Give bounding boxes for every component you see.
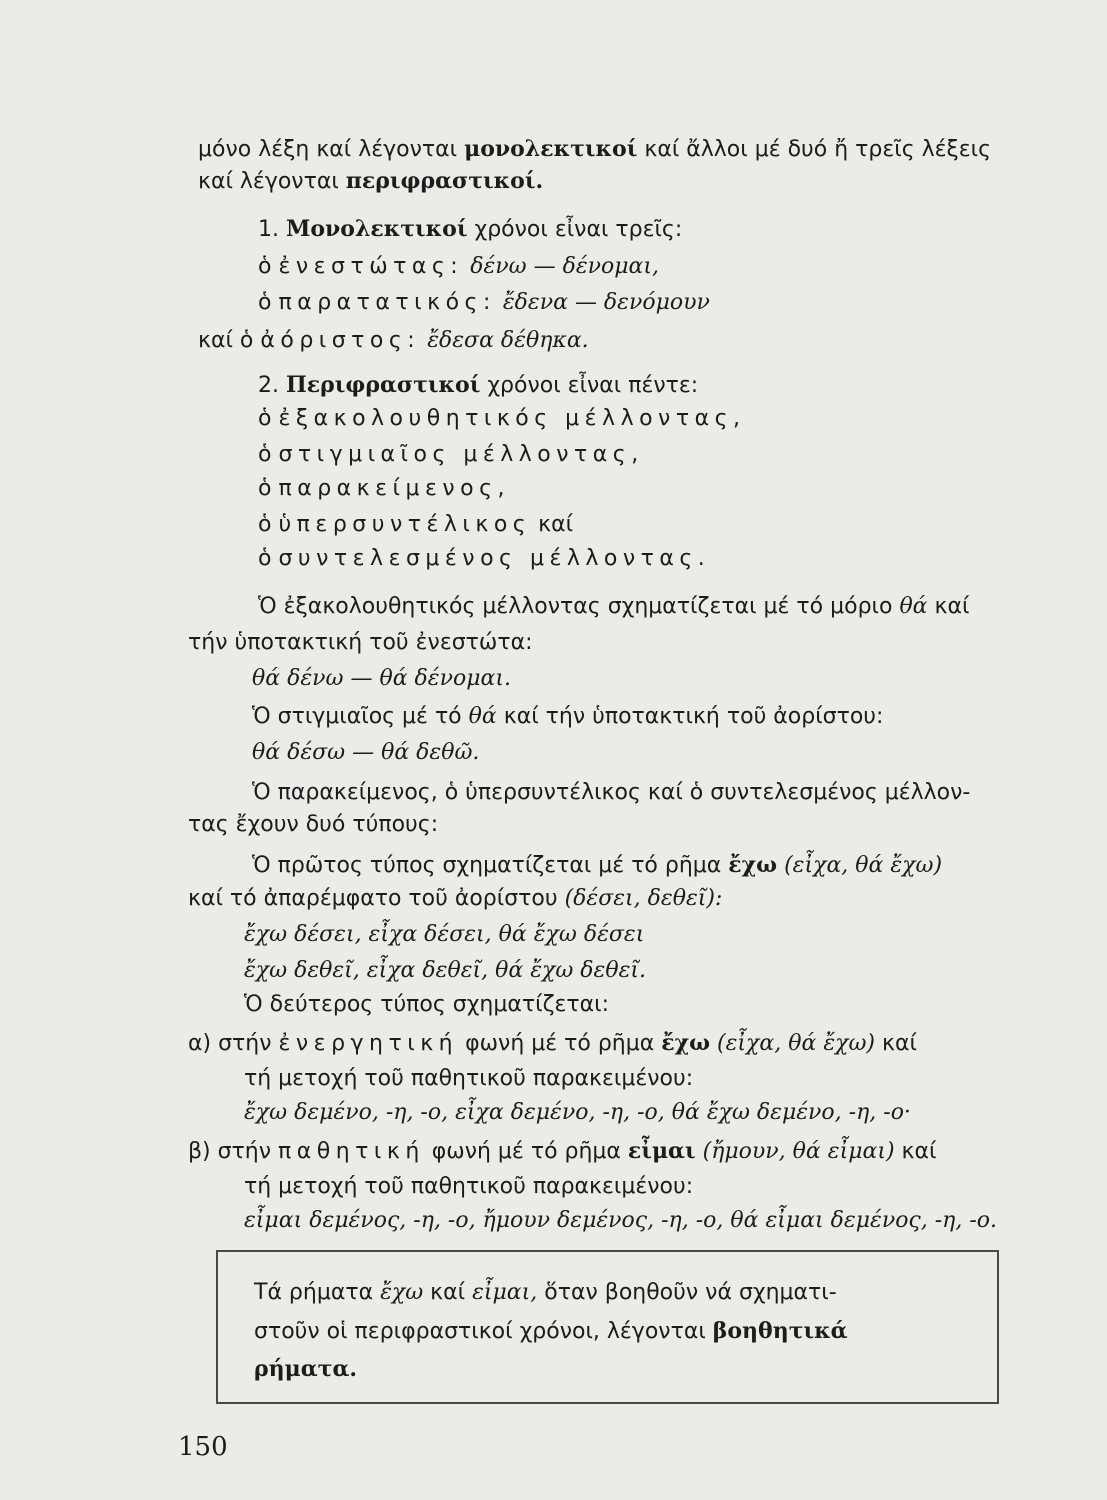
text-run: παρατατικός:	[278, 290, 496, 315]
text-line	[258, 510, 573, 540]
text-run: ἔχω	[380, 1280, 424, 1305]
text-run: ὁ	[258, 406, 279, 431]
text-run: Ὁ παρακείμενος, ὁ ὑπερσυντέλικος καί ὁ συντελεσμένος μέλλον-	[252, 780, 971, 805]
text-line	[188, 1028, 917, 1059]
text-run: ἔχω δεθεῖ, εἶχα δεθεῖ, θά ἔχω δεθεῖ.	[244, 958, 646, 983]
text-line	[188, 1136, 936, 1167]
text-run: θά δέσω — θά δεθῶ.	[252, 740, 480, 765]
text-run: (εἶχα, θά ἔχω)	[717, 1031, 875, 1056]
text-run: χρόνοι εἶναι τρεῖς:	[467, 217, 683, 242]
text-run	[710, 1031, 717, 1056]
text-line	[252, 664, 511, 694]
text-run: τή μετοχή τοῦ παθητικοῦ παρακειμένου:	[244, 1066, 694, 1091]
text-run: ἐνεστώτας:	[278, 254, 464, 279]
text-run: (εἶχα, θά ἔχω)	[784, 853, 943, 878]
text-run: στιγμιαῖος μέλλοντας,	[278, 442, 644, 467]
text-run: ὁ	[258, 476, 279, 501]
text-run: ἐνεργητική	[278, 1031, 459, 1056]
note-line	[254, 1274, 837, 1312]
text-line	[258, 404, 746, 434]
text-line	[258, 252, 659, 282]
text-line	[244, 1064, 693, 1094]
text-run: τή μετοχή τοῦ παθητικοῦ παρακειμένου:	[244, 1174, 694, 1199]
text-run: εἶμαι	[627, 1138, 696, 1164]
text-line	[244, 956, 646, 986]
text-line	[198, 134, 991, 165]
text-run: καί λέγονται	[198, 169, 346, 194]
text-run: ἔχω	[728, 852, 778, 878]
text-run	[696, 1139, 703, 1164]
text-run: εἶμαι,	[472, 1280, 538, 1305]
text-run: τας ἔχουν δυό τύπους:	[188, 812, 439, 837]
text-run: φωνή μέ τό ρῆμα	[424, 1139, 628, 1164]
text-line	[258, 214, 682, 245]
text-run: ἔχω	[661, 1030, 711, 1056]
text-run: καί	[531, 512, 574, 537]
text-run: ὅταν βοηθοῦν νά σχηματι-	[537, 1280, 837, 1305]
text-line	[258, 288, 710, 318]
text-run: 2.	[258, 373, 286, 398]
text-run: ὁ	[258, 546, 279, 571]
text-run: (ἤμουν, θά εἶμαι)	[702, 1139, 895, 1164]
text-run: βοηθητικά	[712, 1318, 848, 1344]
text-line	[244, 920, 644, 950]
text-line	[252, 702, 883, 732]
page-number: 150	[178, 1432, 228, 1462]
text-run: Ὁ πρῶτος τύπος σχηματίζεται μέ τό ρῆμα	[252, 853, 729, 878]
text-run: Μονολεκτικοί	[285, 216, 468, 242]
text-run: δένω — δένομαι,	[470, 254, 660, 279]
text-run: στοῦν οἱ περιφραστικοί χρόνοι, λέγονται	[254, 1319, 713, 1344]
text-line	[258, 544, 710, 574]
text-run: ἔχω δέσει, εἶχα δέσει, θά ἔχω δέσει	[244, 922, 645, 947]
text-run: καί	[423, 1280, 473, 1305]
text-run: συντελεσμένος μέλλοντας.	[278, 546, 711, 571]
text-run: ὑπερσυντέλικος	[278, 512, 532, 537]
text-run: περιφραστικοί.	[345, 168, 544, 194]
text-line	[258, 370, 698, 401]
text-line	[258, 592, 969, 622]
text-run: καί τό ἀπαρέμφατο τοῦ ἀορίστου	[188, 886, 565, 911]
text-run: μονολεκτικοί	[464, 136, 638, 162]
text-line	[198, 326, 589, 356]
text-run: Τά ρήματα	[254, 1280, 381, 1305]
text-run: ὁ	[258, 442, 279, 467]
text-line	[188, 810, 438, 840]
text-line	[244, 990, 609, 1020]
text-line	[258, 474, 510, 504]
text-run: φωνή μέ τό ρῆμα	[458, 1031, 662, 1056]
text-run: καί ὁ	[198, 328, 261, 353]
text-run: ὁ	[258, 290, 279, 315]
text-run: θά δένω — θά δένομαι.	[252, 666, 511, 691]
text-line	[244, 1206, 997, 1236]
text-line	[252, 778, 970, 808]
text-run: ἔχω δεμένο, -η, -ο, εἶχα δεμένο, -η, -ο, θά ἔχω δεμένο, -η, -ο·	[244, 1100, 911, 1125]
text-run: Ὁ στιγμιαῖος μέ τό	[252, 704, 469, 729]
text-line	[244, 1172, 693, 1202]
text-run: α) στήν	[188, 1031, 279, 1056]
text-run: 1.	[258, 217, 286, 242]
text-run: εἶμαι δεμένος, -η, -ο, ἤμουν δεμένος, -η, -ο, θά εἶμαι δεμένος, -η, -ο.	[244, 1208, 998, 1233]
rule-note-box	[216, 1250, 999, 1404]
text-line	[252, 850, 942, 881]
text-run: παρακείμενος,	[278, 476, 511, 501]
text-line	[188, 628, 532, 658]
text-run: καί	[875, 1031, 917, 1056]
text-run: ρήματα.	[254, 1356, 358, 1382]
text-run: καί τήν ὑποτακτική τοῦ ἀορίστου:	[496, 704, 884, 729]
text-line	[188, 884, 722, 914]
note-line	[254, 1350, 357, 1389]
text-run: καί	[894, 1139, 937, 1164]
text-run: παθητική	[278, 1139, 425, 1164]
text-run: καί ἄλλοι μέ δυό ἤ τρεῖς λέξεις	[637, 137, 992, 162]
text-run: τήν ὑποτακτική τοῦ ἐνεστώτα:	[188, 630, 533, 655]
text-run: Ὁ δεύτερος τύπος σχηματίζεται:	[244, 992, 610, 1017]
text-run: (δέσει, δεθεῖ):	[564, 886, 723, 911]
text-run: ἔδεσα δέθηκα.	[427, 328, 589, 353]
text-run: ἀόριστος:	[260, 328, 421, 353]
text-line	[198, 166, 543, 197]
text-run: μόνο λέξη καί λέγονται	[198, 137, 465, 162]
text-run: καί	[927, 594, 970, 619]
text-run: Περιφραστικοί	[285, 372, 481, 398]
text-run: θά	[468, 704, 497, 729]
note-line	[254, 1312, 848, 1351]
text-run: χρόνοι εἶναι πέντε:	[480, 373, 699, 398]
text-run: Ὁ ἐξακολουθητικός μέλλοντας σχηματίζεται μέ τό μόριο	[258, 594, 900, 619]
text-run: ὁ	[258, 512, 279, 537]
text-line	[252, 738, 479, 768]
text-run: ἐξακολουθητικός μέλλοντας,	[278, 406, 746, 431]
text-line	[258, 440, 644, 470]
text-run: β) στήν	[188, 1139, 279, 1164]
text-line	[244, 1098, 911, 1128]
text-run	[496, 290, 503, 315]
text-run: ὁ	[258, 254, 279, 279]
text-run: ἔδενα — δενόμουν	[502, 290, 710, 315]
text-run: θά	[899, 594, 928, 619]
